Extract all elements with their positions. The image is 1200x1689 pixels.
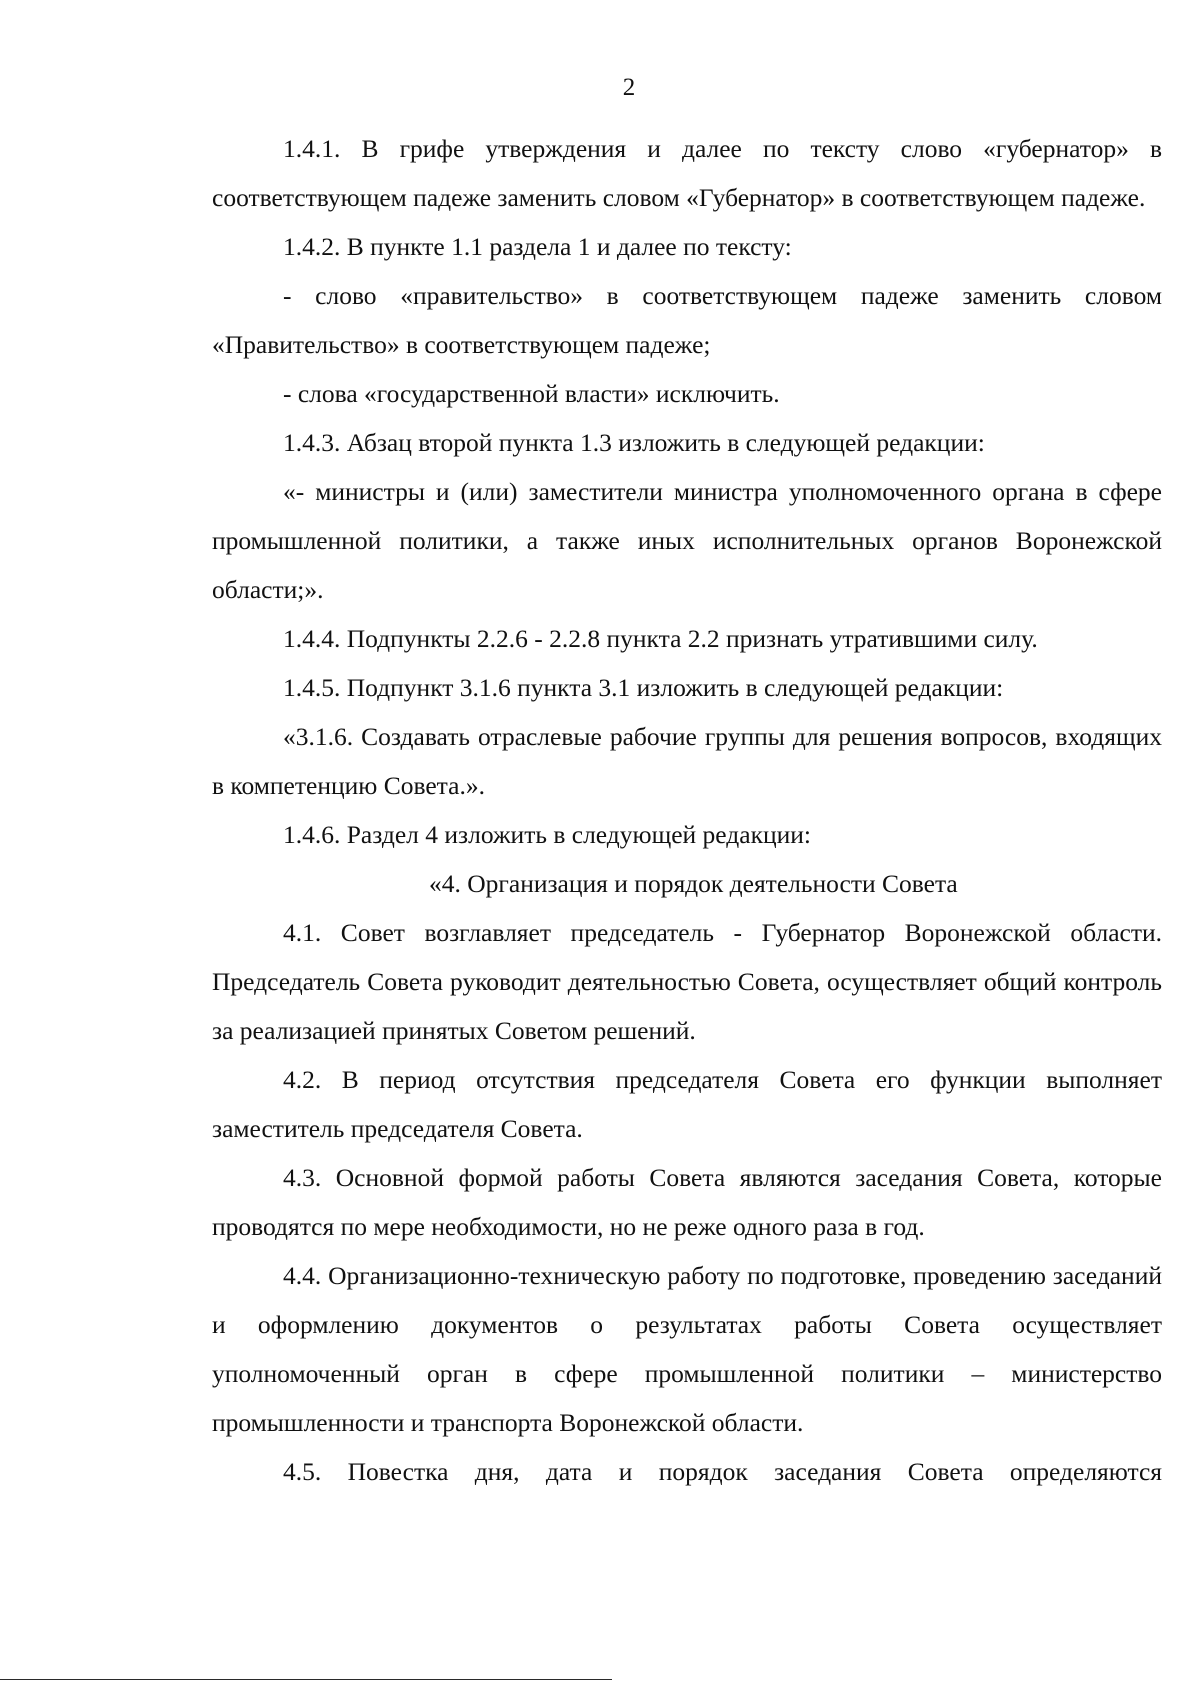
paragraph-1-4-2: 1.4.2. В пункте 1.1 раздела 1 и далее по тексту: bbox=[283, 232, 792, 261]
paragraph-1-4-3: 1.4.3. Абзац второй пункта 1.3 изложить в следующей редакции: bbox=[283, 428, 985, 457]
paragraph-4-1: 4.1. Совет возглавляет председатель - Губернатор Воронежской области. Председатель Совета руководит деятельностью Совета, осуществляет общий контроль за реализацией принятых Советом решений. bbox=[212, 918, 1162, 1045]
paragraph-4-3: 4.3. Основной формой работы Совета являются заседания Совета, которые проводятся по мере необходимости, но не реже одного раза в год. bbox=[212, 1163, 1162, 1241]
paragraph-1-4-5: 1.4.5. Подпункт 3.1.6 пункта 3.1 изложить в следующей редакции: bbox=[283, 673, 1004, 702]
document-body bbox=[212, 124, 1162, 1496]
paragraph-exclude-words: - слова «государственной власти» исключить. bbox=[283, 379, 780, 408]
paragraph-ministers-quote: «- министры и (или) заместители министра уполномоченного органа в сфере промышленной политики, а также иных исполнительных органов Воронежской области;». bbox=[212, 477, 1162, 604]
paragraph-1-4-4: 1.4.4. Подпункты 2.2.6 - 2.2.8 пункта 2.2 признать утратившими силу. bbox=[283, 624, 1038, 653]
paragraph-4-4: 4.4. Организационно-техническую работу по подготовке, проведению заседаний и оформлению документов о результатах работы Совета осуществляет уполномоченный орган в сфере промышленной политики – министерство промышленности и транспорта Воронежской области. bbox=[212, 1261, 1162, 1437]
paragraph-1-4-1: 1.4.1. В грифе утверждения и далее по тексту слово «губернатор» в соответствующем падеже заменить словом «Губернатор» в соответствующем падеже. bbox=[212, 134, 1162, 212]
paragraph-1-4-6: 1.4.6. Раздел 4 изложить в следующей редакции: bbox=[283, 820, 811, 849]
paragraph-replace-pravitelstvo: - слово «правительство» в соответствующем падеже заменить словом «Правительство» в соответствующем падеже; bbox=[212, 281, 1162, 359]
section-4-title: «4. Организация и порядок деятельности Совета bbox=[429, 869, 958, 898]
paragraph-4-2: 4.2. В период отсутствия председателя Совета его функции выполняет заместитель председателя Совета. bbox=[212, 1065, 1162, 1143]
page-number: 2 bbox=[622, 74, 636, 101]
paragraph-4-5: 4.5. Повестка дня, дата и порядок заседания Совета определяются bbox=[283, 1457, 1162, 1486]
paragraph-3-1-6-quote: «3.1.6. Создавать отраслевые рабочие группы для решения вопросов, входящих в компетенцию Совета.». bbox=[212, 722, 1162, 800]
footer-divider bbox=[0, 1679, 612, 1680]
